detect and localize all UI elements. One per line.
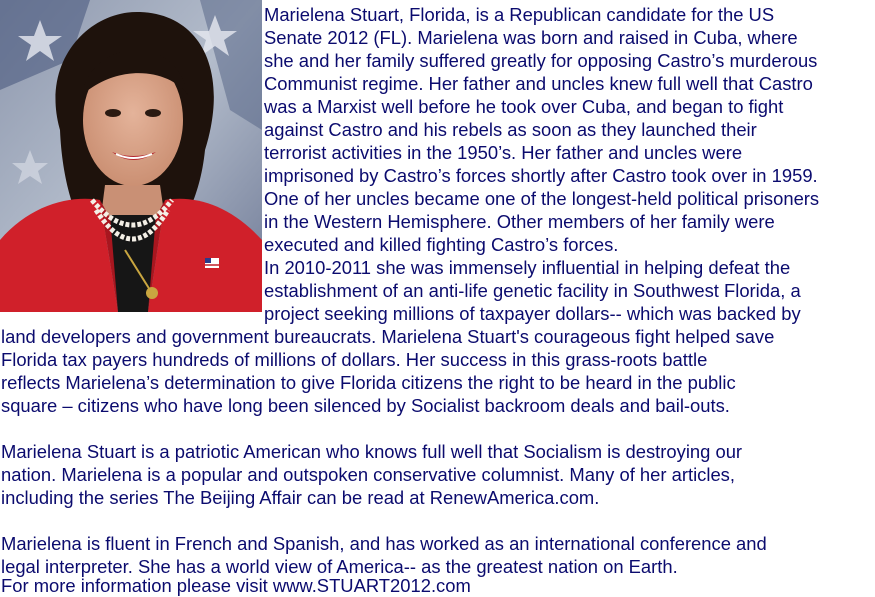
bio-line: against Castro and his rebels as soon as they launched their — [264, 119, 757, 140]
bio-line: square – citizens who have long been silenced by Socialist backroom deals and bail-outs. — [1, 395, 730, 416]
bio-line: including the series The Beijing Affair can be read at RenewAmerica.com. — [1, 487, 600, 508]
bio-line: Communist regime. Her father and uncles knew full well that Castro — [264, 73, 813, 94]
portrait-photo — [0, 0, 262, 312]
bio-line: Marielena is fluent in French and Spanish, and has worked as an international conference and — [1, 533, 767, 554]
bio-line: imprisoned by Castro’s forces shortly after Castro took over in 1959. — [264, 165, 818, 186]
bio-line: land developers and government bureaucrats. Marielena Stuart's courageous fight helped save — [1, 326, 775, 347]
bio-line: nation. Marielena is a popular and outspoken conservative columnist. Many of her articles, — [1, 464, 735, 485]
bio-line: Marielena Stuart is a patriotic American who knows full well that Socialism is destroying our — [1, 441, 743, 462]
bio-line: One of her uncles became one of the longest-held political prisoners — [264, 188, 820, 209]
bio-line: project seeking millions of taxpayer dollars-- which was backed by — [264, 303, 801, 324]
bio-line: terrorist activities in the 1950’s. Her father and uncles were — [264, 142, 743, 163]
bio-line: Marielena Stuart, Florida, is a Republican candidate for the US — [264, 4, 775, 25]
bio-line: Senate 2012 (FL). Marielena was born and raised in Cuba, where — [264, 27, 798, 48]
bio-line: establishment of an anti-life genetic facility in Southwest Florida, a — [264, 280, 801, 301]
bio-line: she and her family suffered greatly for opposing Castro’s murderous — [264, 50, 818, 71]
bio-line: in the Western Hemisphere. Other members of her family were — [264, 211, 775, 232]
bio-line: reflects Marielena’s determination to give Florida citizens the right to be heard in the public — [1, 372, 736, 393]
bio-line: was a Marxist well before he took over Cuba, and began to fight — [264, 96, 784, 117]
contact-line: For more information please visit www.STUART2012.com — [1, 575, 471, 596]
bio-line: executed and killed fighting Castro’s forces. — [264, 234, 619, 255]
bio-line: legal interpreter. She has a world view of America-- as the greatest nation on Earth. — [1, 556, 678, 577]
portrait-image — [0, 0, 262, 312]
bio-line: In 2010-2011 she was immensely influential in helping defeat the — [264, 257, 791, 278]
bio-line: Florida tax payers hundreds of millions of dollars. Her success in this grass-roots battle — [1, 349, 708, 370]
